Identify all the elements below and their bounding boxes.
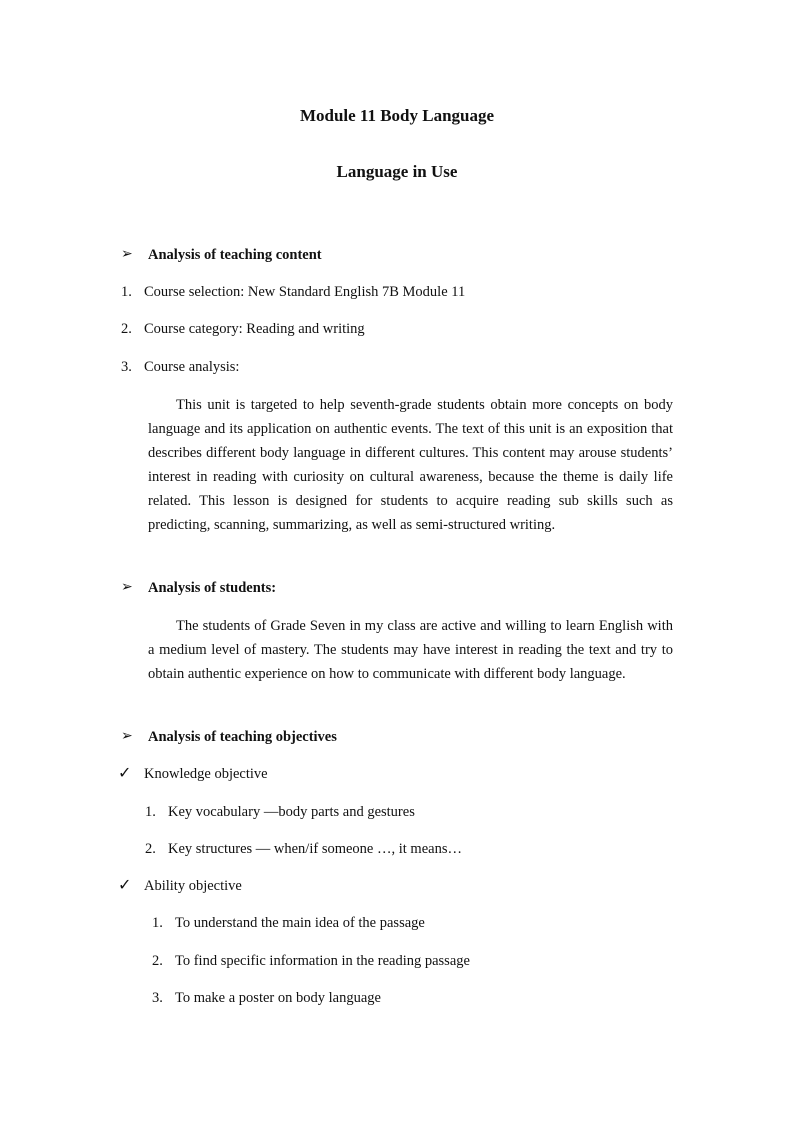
list-number: 2. bbox=[152, 953, 163, 969]
list-number: 1. bbox=[152, 915, 163, 931]
document-title: Module 11 Body Language bbox=[299, 106, 495, 125]
list-item: Course category: Reading and writing bbox=[144, 321, 365, 337]
list-number: 2. bbox=[145, 841, 156, 857]
section-heading-teaching-content: Analysis of teaching content bbox=[148, 247, 322, 263]
list-item: To find specific information in the reading passage bbox=[175, 953, 470, 969]
students-paragraph: The students of Grade Seven in my class are active and willing to learn English with a medium level of mastery. The students may have interest in reading the text and try to obtain authentic experience on how to communicate with different body language. bbox=[148, 618, 673, 682]
list-item: Key vocabulary —body parts and gestures bbox=[168, 804, 415, 820]
list-item: Course selection: New Standard English 7B Module 11 bbox=[144, 284, 466, 300]
list-number: 3. bbox=[152, 990, 163, 1006]
list-item: Key structures — when/if someone …, it means… bbox=[168, 841, 462, 857]
checkmark-icon: ✓ bbox=[118, 765, 132, 782]
list-number: 1. bbox=[121, 284, 132, 300]
list-number: 1. bbox=[145, 804, 156, 820]
ability-objective-label: Ability objective bbox=[144, 878, 242, 894]
course-analysis-paragraph: This unit is targeted to help seventh-grade students obtain more concepts on body language and its application on authentic events. The text of this unit is an exposition that describes different body language in different cultures. This content may arouse students’ interest in reading with curiosity on cultural awareness, because the theme is daily life related. This lesson is designed for students to acquire reading sub skills such as predicting, scanning, summarizing, as well as semi-structured writing. bbox=[148, 397, 673, 533]
arrow-bullet-icon: ➢ bbox=[121, 729, 133, 744]
knowledge-objective-label: Knowledge objective bbox=[144, 766, 268, 782]
section-heading-objectives: Analysis of teaching objectives bbox=[148, 729, 337, 745]
list-item: Course analysis: bbox=[144, 359, 240, 375]
arrow-bullet-icon: ➢ bbox=[121, 580, 133, 595]
list-item: To make a poster on body language bbox=[175, 990, 381, 1006]
list-number: 3. bbox=[121, 359, 132, 375]
section-heading-students: Analysis of students: bbox=[148, 580, 277, 596]
arrow-bullet-icon: ➢ bbox=[121, 247, 133, 262]
list-item: To understand the main idea of the passage bbox=[175, 915, 425, 931]
list-number: 2. bbox=[121, 321, 132, 337]
document-subtitle: Language in Use bbox=[336, 162, 458, 181]
checkmark-icon: ✓ bbox=[118, 877, 132, 894]
